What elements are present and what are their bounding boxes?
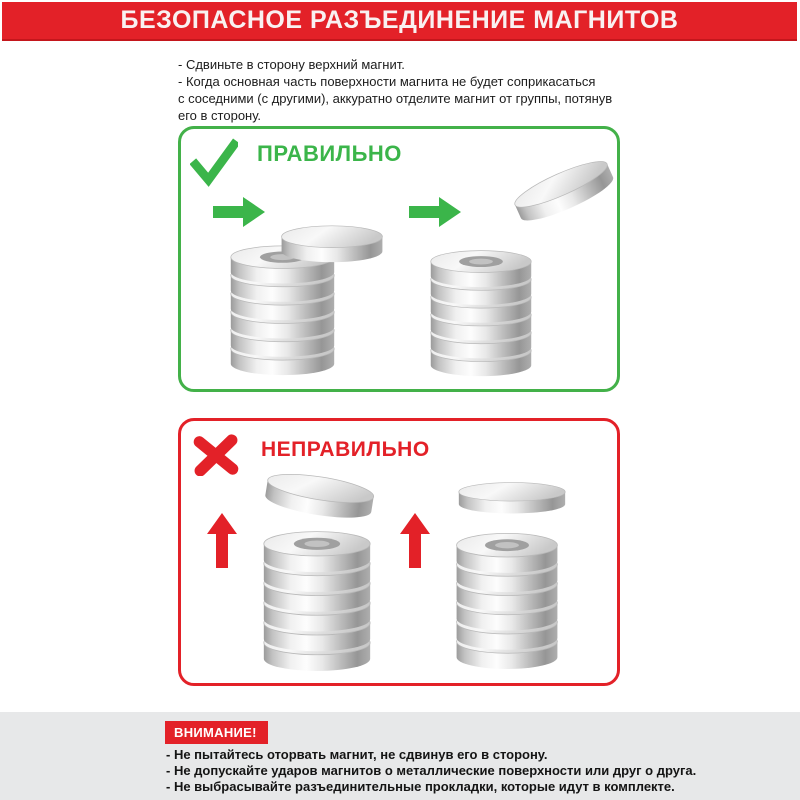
correct-panel [178,126,620,392]
correct-panel-label: ПРАВИЛЬНО [257,141,402,166]
intro-instructions [178,56,612,124]
x-icon [191,434,241,476]
magnet-disc-illustration [277,224,387,264]
header-banner [2,2,797,41]
incorrect-panel-label: НЕПРАВИЛЬНО [261,438,430,461]
page-title: БЕЗОПАСНОЕ РАЗЪЕДИНЕНИЕ МАГНИТОВ [120,6,679,34]
arrow-right-icon [213,197,265,227]
warning-line: - Не выбрасывайте разъединительные прокладки, которые идут в комплекте. [166,779,675,794]
magnet-disc-illustration [258,466,380,526]
magnet-stack-illustration [452,523,562,671]
intro-line: его в сторону. [178,108,262,123]
warning-line: - Не пытайтесь оторвать магнит, не сдвинув его в сторону. [166,747,548,762]
arrow-up-icon [207,513,237,568]
arrow-up-icon [400,513,430,568]
magnet-stack-illustration [426,241,536,378]
magnet-stack-illustration [259,521,375,673]
magnet-disc-illustration [506,150,620,231]
arrow-right-icon [409,197,461,227]
magnet-disc-illustration [454,481,570,515]
intro-line: - Когда основная часть поверхности магнита не будет соприкасаться [178,74,596,89]
warning-list [166,747,696,795]
incorrect-panel [178,418,620,686]
warning-badge: ВНИМАНИЕ! [165,721,268,744]
intro-line: с соседними (с другими), аккуратно отделите магнит от группы, потянув [178,91,613,106]
intro-line: - Сдвиньте в сторону верхний магнит. [178,57,405,72]
warning-section [0,712,800,800]
checkmark-icon [190,138,238,188]
warning-line: - Не допускайте ударов магнитов о металлические поверхности или друг о друга. [166,763,697,778]
